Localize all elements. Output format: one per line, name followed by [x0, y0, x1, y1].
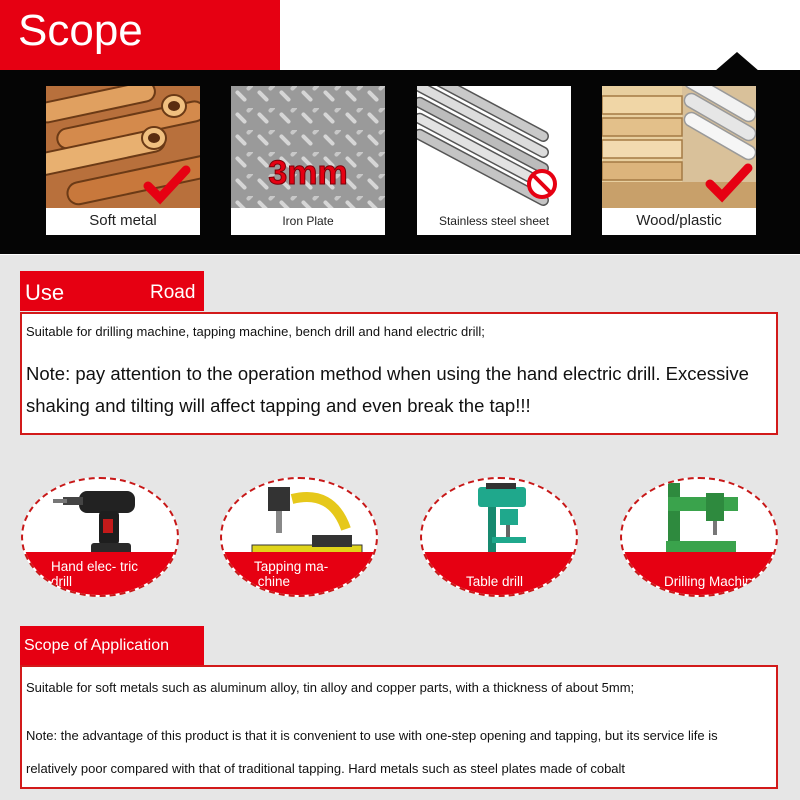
scope-application-line: Suitable for soft metals such as aluminum alloy, tin alloy and copper parts, with a thickness of about 5mm;	[26, 680, 635, 695]
scope-application-note: Note: the advantage of this product is that it is convenient to use with one-step opening and tapping, but its service life is relatively poor compared with that of traditional tapping. Hard metals such as steel plates made of cobalt	[26, 728, 718, 776]
material-label: Wood/plastic	[636, 212, 722, 229]
material-card-iron-plate	[231, 86, 385, 235]
scope-application-box	[20, 665, 778, 789]
use-description-box	[20, 312, 778, 435]
tool-drilling-machine	[620, 477, 778, 597]
tool-label: Tapping ma- chine	[254, 559, 329, 589]
use-title: Use	[20, 271, 204, 311]
material-label: Stainless steel sheet	[438, 214, 550, 228]
use-subtitle: Road	[150, 282, 196, 303]
copper-pipes-image	[46, 86, 200, 208]
wood-plastic-image	[602, 86, 756, 208]
scope-application-title: Scope of Application	[20, 626, 204, 666]
scope-title: Scope	[0, 0, 280, 70]
material-card-wood-plastic	[602, 86, 756, 235]
use-line: Suitable for drilling machine, tapping machine, bench drill and hand electric drill;	[26, 324, 485, 339]
scope-banner	[0, 0, 800, 255]
steel-tubes-image	[417, 86, 571, 208]
thickness-overlay: 3mm	[268, 154, 348, 192]
tool-table-drill	[420, 477, 578, 597]
iron-plate-image	[231, 86, 385, 208]
tool-hand-drill	[21, 477, 179, 597]
use-note: Note: pay attention to the operation method when using the hand electric drill. Excessive shaking and tilting will affect tapping and even break the tap!!!	[26, 363, 749, 416]
tool-label: Table drill	[466, 574, 524, 589]
scope-notch	[715, 52, 759, 71]
tool-tapping-machine	[220, 477, 378, 597]
material-card-soft-metal	[46, 86, 200, 235]
material-label: Iron Plate	[282, 214, 334, 228]
tool-label: Hand elec- tric drill	[51, 559, 139, 589]
tool-label: Drilling Machine	[664, 574, 761, 589]
material-label: Soft metal	[89, 212, 157, 229]
material-card-stainless	[417, 86, 571, 235]
